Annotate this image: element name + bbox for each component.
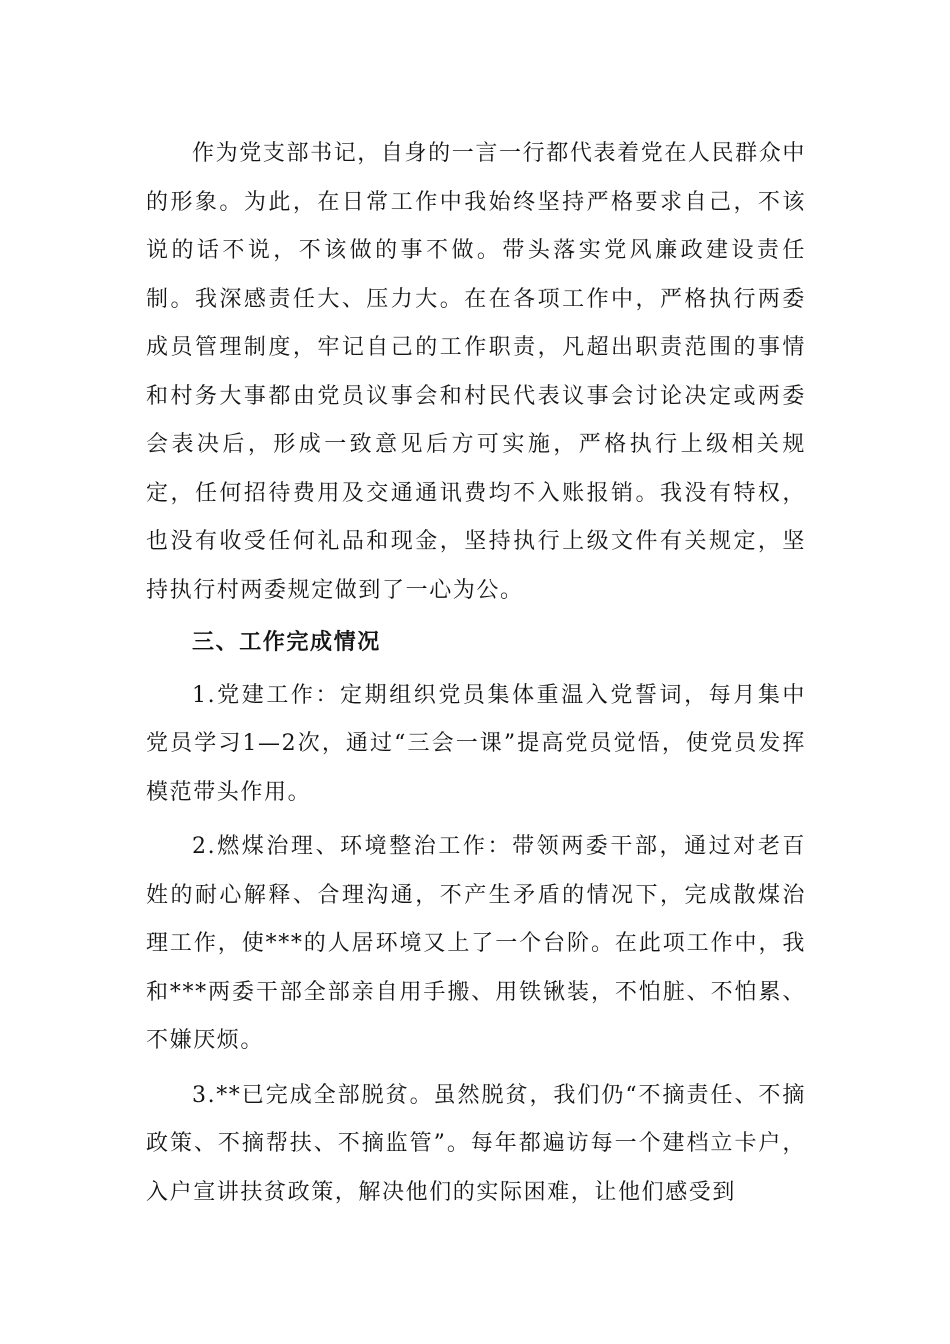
- section-heading-work-completion: 三、工作完成情况: [192, 630, 381, 655]
- list-item-party-building: 1.党建工作：定期组织党员集体重温入党誓词，每月集中党员学习1—2次，通过“三会一课”提高党员觉悟，使党员发挥模范带头作用。: [146, 682, 806, 805]
- list-item-poverty-alleviation: 3.**已完成全部脱贫。虽然脱贫，我们仍“不摘责任、不摘政策、不摘帮扶、不摘监管”。每年都遍访每一个建档立卡户，入户宣讲扶贫政策，解决他们的实际困难，让他们感受到: [146, 1082, 806, 1205]
- list-item-coal-governance: 2.燃煤治理、环境整治工作：带领两委干部，通过对老百姓的耐心解释、合理沟通，不产生矛盾的情况下，完成散煤治理工作，使***的人居环境又上了一个台阶。在此项工作中，我和***两委干部全部亲自用手搬、用铁锹装，不怕脏、不怕累、不嫌厌烦。: [146, 834, 806, 1053]
- document-body: [146, 130, 806, 1217]
- paragraph-integrity: 作为党支部书记，自身的一言一行都代表着党在人民群众中的形象。为此，在日常工作中我始终坚持严格要求自己，不该说的话不说，不该做的事不做。带头落实党风廉政建设责任制。我深感责任大、压力大。在在各项工作中，严格执行两委成员管理制度，牢记自己的工作职责，凡超出职责范围的事情和村务大事都由党员议事会和村民代表议事会讨论决定或两委会表决后，形成一致意见后方可实施，严格执行上级相关规定，任何招待费用及交通通讯费均不入账报销。我没有特权，也没有收受任何礼品和现金，坚持执行上级文件有关规定，坚持执行村两委规定做到了一心为公。: [146, 141, 806, 603]
